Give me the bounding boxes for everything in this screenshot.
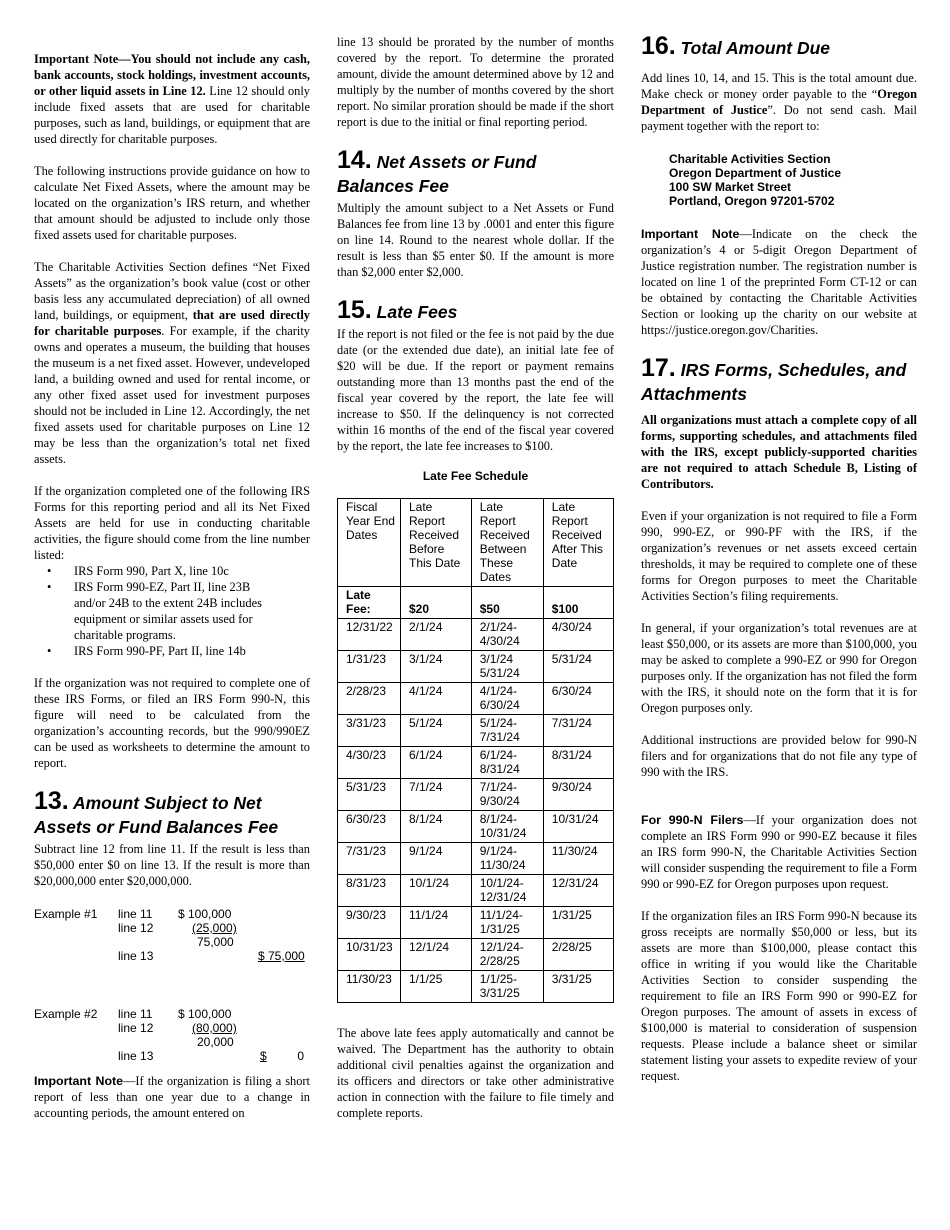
table-cell: 6/1/24 bbox=[401, 747, 472, 779]
table-cell: 12/31/22 bbox=[338, 619, 401, 651]
table-cell: 3/1/24 5/31/24 bbox=[471, 651, 543, 683]
table-cell: 5/1/24-7/31/24 bbox=[471, 715, 543, 747]
section-14-heading: 14. Net Assets or Fund Balances Fee bbox=[337, 146, 537, 196]
section-15-text: If the report is not filed or the fee is not paid by the due date (or the extended due date), an initial late fee of $20 will be due. If the report or payment remains outstanding more than 13 months past the end of the fiscal year covered by the report, the late fee will increase to $50. If the delinquency is not corrected within 16 months of the end of the fiscal year covered by the report, the late fee increases to $100. bbox=[337, 327, 614, 453]
general-thresholds-text: In general, if your organization’s total revenues are at least $50,000, or its assets are more than $100,000, you may be asked to complete a 990-EZ or 990 for Oregon purposes only. If the organization has not filed the form with the IRS, it should note on the form that it is for Oregon purposes only. bbox=[641, 621, 917, 715]
column-right bbox=[641, 34, 917, 1084]
table-cell: 12/1/24 bbox=[401, 939, 472, 971]
late-fee-table bbox=[337, 498, 614, 1003]
table-cell: 2/28/25 bbox=[543, 939, 613, 971]
table-cell: 6/1/24-8/31/24 bbox=[471, 747, 543, 779]
table-row bbox=[338, 843, 614, 875]
important-note-registration: Important Note—Indicate on the check the organization’s 4 or 5-digit Oregon Department of Justice registration number. The registration number is located on line 1 of the preprinted Form CT-12 or can be obtained by contacting the Charitable Activities Section or looking up the charity on our website at https://justice.oregon.gov/Charities. bbox=[641, 227, 917, 337]
net-fixed-assets-guidance: The following instructions provide guidance on how to calculate Net Fixed Assets, where the amount may be located on the organization’s IRS return, and whether that amount should be adjusted to include only those fixed assets used for charitable purposes. bbox=[34, 164, 310, 242]
list-item: • IRS Form 990-PF, Part II, line 14b bbox=[74, 643, 310, 659]
table-cell: 8/1/24 bbox=[401, 811, 472, 843]
oregon-thresholds-text: Even if your organization is not required to file a Form 990, 990-EZ, or 990-PF with the IRS, if the organization’s revenues or net assets exceed certain thresholds, it may be required to complete one of these forms for Oregon purposes to meet the Charitable Activities Section’s filing requirements. bbox=[641, 509, 917, 603]
late-fee-penalty-text: The above late fees apply automatically and cannot be waived. The Department has the authority to obtain additional civil penalties against the organization and its officers and directors or take other administrative action in connection with the failure to file timely and complete reports. bbox=[337, 1026, 614, 1120]
table-cell: 1/31/25 bbox=[543, 907, 613, 939]
example-2: Example #2 line 11 line 12 line 13 $ 100,000 (80,000) 20,000 $ 0 bbox=[34, 1007, 304, 1063]
table-cell: 10/1/24-12/31/24 bbox=[471, 875, 543, 907]
section-14-text: Multiply the amount subject to a Net Assets or Fund Balances fee from line 13 by .0001 and enter this figure on line 14. Round to the nearest whole dollar. If the result is less than $5 enter $0. If the amount is more than $2,000 enter $2,000. bbox=[337, 201, 614, 279]
table-cell: 3/31/23 bbox=[338, 715, 401, 747]
table-cell: 3/1/24 bbox=[401, 651, 472, 683]
table-cell: 1/31/23 bbox=[338, 651, 401, 683]
important-note-line12: Important Note—You should not include any cash, bank accounts, stock holdings, investment accounts, or other liquid assets in Line 12. Line 12 should only include fixed assets that are used for charitable purposes, such as land, buildings, or equipment that are used directly for charitable purposes. bbox=[34, 52, 310, 146]
table-cell: 5/1/24 bbox=[401, 715, 472, 747]
table-cell: 5/31/23 bbox=[338, 779, 401, 811]
table-cell: 9/30/24 bbox=[543, 779, 613, 811]
total-amount-due-text: Add lines 10, 14, and 15. This is the total amount due. Make check or money order payable to the “Oregon Department of Justice”. Do not send cash. Mail payment together with the report to: bbox=[641, 71, 917, 133]
table-cell: 10/31/23 bbox=[338, 939, 401, 971]
table-cell: 1/1/25 bbox=[401, 971, 472, 1003]
net-fixed-assets-definition: The Charitable Activities Section defines “Net Fixed Assets” as the organization’s book value (cost or other basis less any accumulated depreciation) of all owned land, buildings, or equipment, that are used directly for charitable purposes. For example, if the charity owns and operates a museum, the building that houses the museum is a net fixed asset. However, undeveloped land, a building owned and used for rental income, or any other fixed asset used for investment purposes should not be included in Line 12. Accordingly, the net fixed assets used for charitable purposes on Line 12 may be less than the organization’s total net fixed assets. bbox=[34, 260, 310, 466]
table-cell: 3/31/25 bbox=[543, 971, 613, 1003]
table-cell: 4/1/24-6/30/24 bbox=[471, 683, 543, 715]
list-item: • IRS Form 990-EZ, Part II, line 23B and/or 24B to the extent 24B includes equipment or similar assets used for charitable programs. bbox=[74, 579, 274, 643]
column-left bbox=[34, 34, 310, 1121]
table-row bbox=[338, 875, 614, 907]
table-header-row: Fiscal Year End Dates Late Report Received Before This Date Late Report Received Between These Dates Late Report Received After This Date bbox=[338, 499, 614, 587]
late-fee-row: Late Fee: $20 $50 $100 bbox=[338, 587, 614, 619]
additional-instructions-text: Additional instructions are provided below for 990-N filers and for organizations that do not file any type of 990 with the IRS. bbox=[641, 733, 917, 779]
table-cell: 7/1/24-9/30/24 bbox=[471, 779, 543, 811]
table-row bbox=[338, 651, 614, 683]
table-cell: 11/1/24 bbox=[401, 907, 472, 939]
late-fee-rows bbox=[338, 619, 614, 1003]
irs-forms-intro: If the organization completed one of the following IRS Forms for this reporting period and all its Net Fixed Assets are held for use in conducting charitable activities, the figure should come from the line number listed: bbox=[34, 484, 310, 562]
table-cell: 6/30/23 bbox=[338, 811, 401, 843]
table-row bbox=[338, 747, 614, 779]
no-irs-form-note: If the organization was not required to complete one of these IRS Forms, or filed an IRS Form 990-N, this figure will need to be calculated from the organization’s accounting records, but the 990/990EZ can be used as worksheets to determine the amount to report. bbox=[34, 676, 310, 770]
late-fee-schedule-title: Late Fee Schedule bbox=[422, 469, 529, 483]
table-cell: 7/31/24 bbox=[543, 715, 613, 747]
section-17-heading: 17. IRS Forms, Schedules, and Attachments bbox=[641, 354, 907, 404]
table-cell: 7/31/23 bbox=[338, 843, 401, 875]
irs-form-list bbox=[34, 563, 310, 659]
table-cell: 2/28/23 bbox=[338, 683, 401, 715]
table-cell: 6/30/24 bbox=[543, 683, 613, 715]
table-cell: 4/1/24 bbox=[401, 683, 472, 715]
section-13-heading: 13. Amount Subject to Net Assets or Fund Balances Fee bbox=[34, 787, 279, 837]
table-cell: 1/1/25-3/31/25 bbox=[471, 971, 543, 1003]
table-cell: 9/1/24-11/30/24 bbox=[471, 843, 543, 875]
section-15-heading: 15. Late Fees bbox=[337, 296, 458, 324]
table-cell: 7/1/24 bbox=[401, 779, 472, 811]
table-cell: 2/1/24-4/30/24 bbox=[471, 619, 543, 651]
table-row bbox=[338, 619, 614, 651]
example-1: Example #1 line 11 line 12 line 13 $ 100,000 (25,000) 75,000 $ 75,000 bbox=[34, 907, 305, 963]
990n-filers-text: For 990-N Filers—If your organization does not complete an IRS Form 990 or 990-EZ because it files an IRS form 990-N, the Charitable Activities Section will consider suspending the requirement to file a Form 990 or 990-EZ for Oregon purposes upon request. bbox=[641, 813, 917, 891]
table-cell: 8/1/24-10/31/24 bbox=[471, 811, 543, 843]
table-cell: 10/1/24 bbox=[401, 875, 472, 907]
section-13-text: Subtract line 12 from line 11. If the result is less than $50,000 enter $0 on line 13. If the result is more than $20,000,000 enter $20,000,000. bbox=[34, 842, 310, 888]
table-row bbox=[338, 683, 614, 715]
table-row bbox=[338, 971, 614, 1003]
table-cell: 11/30/23 bbox=[338, 971, 401, 1003]
990n-assets-text: If the organization files an IRS Form 990-N because its gross receipts are normally $50,000 or less, but its assets are more than $100,000, please contact this office in writing if you would like the Charitable Activities Section to consider suspending the requirement to file an IRS Form 990 or 990-EZ for Oregon purposes. The amount of assets in excess of $100,000 is material to consideration of suspension requests. Please include a balance sheet or similar statement listing your assets to expedite review of your request. bbox=[641, 909, 917, 1083]
table-row bbox=[338, 811, 614, 843]
table-row bbox=[338, 939, 614, 971]
table-cell: 11/30/24 bbox=[543, 843, 613, 875]
list-item: • IRS Form 990, Part X, line 10c bbox=[74, 563, 310, 579]
table-row bbox=[338, 715, 614, 747]
mailing-address: Charitable Activities Section Oregon Department of Justice 100 SW Market Street Portland, Oregon 97201-5702 bbox=[669, 152, 842, 208]
section-16-heading: 16. Total Amount Due bbox=[641, 32, 831, 60]
table-cell: 12/31/24 bbox=[543, 875, 613, 907]
table-cell: 2/1/24 bbox=[401, 619, 472, 651]
column-middle bbox=[337, 34, 614, 1121]
table-cell: 4/30/24 bbox=[543, 619, 613, 651]
attachment-requirement: All organizations must attach a complete copy of all forms, supporting schedules, and attachments filed with the IRS, except publicly-supported charities are not required to attach Schedule B, Listing of Contributors. bbox=[641, 413, 917, 491]
table-cell: 11/1/24-1/31/25 bbox=[471, 907, 543, 939]
table-cell: 4/30/23 bbox=[338, 747, 401, 779]
table-cell: 8/31/24 bbox=[543, 747, 613, 779]
proration-text: line 13 should be prorated by the number of months covered by the report. To determine the prorated amount, divide the amount determined above by 12 and multiply by the number of months covered by the short report. No similar proration should be made if the short report is due to the initial or final reporting period. bbox=[337, 35, 614, 129]
table-cell: 12/1/24-2/28/25 bbox=[471, 939, 543, 971]
important-note-short-report: Important Note—If the organization is filing a short report of less than one year due to a change in accounting periods, the amount entered on bbox=[34, 1074, 310, 1120]
table-cell: 8/31/23 bbox=[338, 875, 401, 907]
table-cell: 9/30/23 bbox=[338, 907, 401, 939]
table-row bbox=[338, 907, 614, 939]
table-cell: 5/31/24 bbox=[543, 651, 613, 683]
table-cell: 10/31/24 bbox=[543, 811, 613, 843]
table-row bbox=[338, 779, 614, 811]
table-cell: 9/1/24 bbox=[401, 843, 472, 875]
